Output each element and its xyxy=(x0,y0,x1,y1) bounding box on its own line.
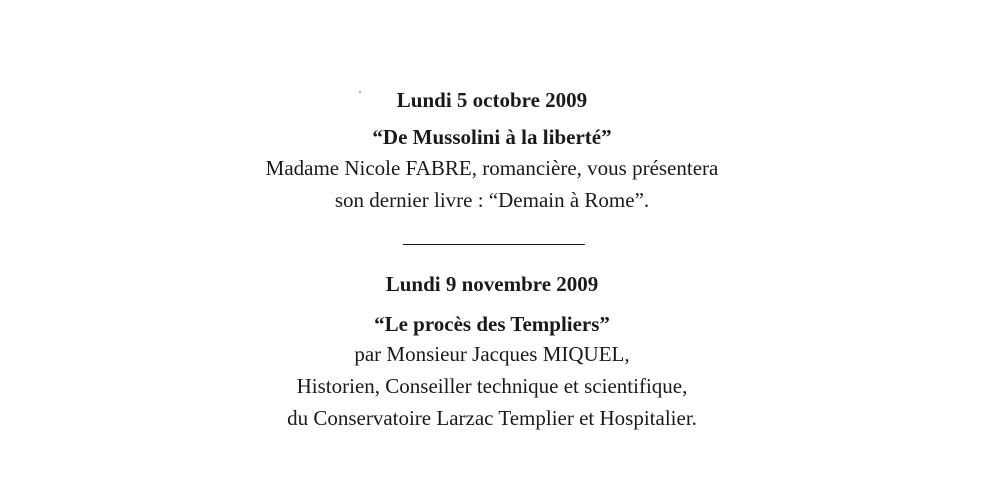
event-title: “De Mussolini à la liberté” xyxy=(372,125,612,149)
event-description-line: Madame Nicole FABRE, romancière, vous présentera xyxy=(265,156,719,180)
event-title: “Le procès des Templiers” xyxy=(374,312,610,336)
event-description-line: par Monsieur Jacques MIQUEL, xyxy=(354,342,630,366)
section-divider xyxy=(403,244,585,245)
event-description-line: Historien, Conseiller technique et scientifique, xyxy=(296,374,688,398)
event-description-line: son dernier livre : “Demain à Rome”. xyxy=(334,188,650,212)
event-date: Lundi 9 novembre 2009 xyxy=(385,272,599,296)
event-description-line: du Conservatoire Larzac Templier et Hospitalier. xyxy=(287,406,697,430)
event-date: Lundi 5 octobre 2009 xyxy=(396,88,588,112)
